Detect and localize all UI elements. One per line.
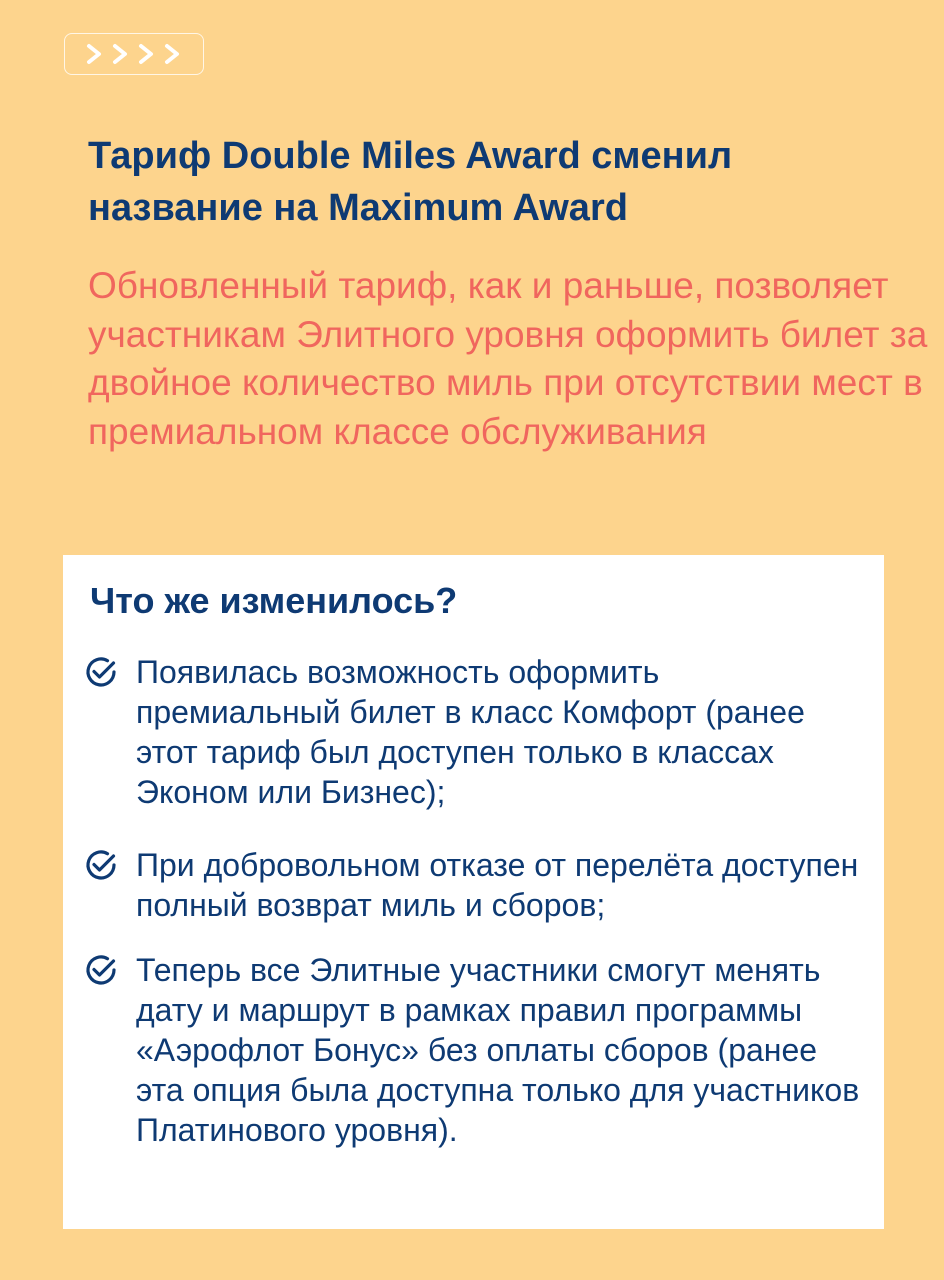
check-circle-icon bbox=[81, 845, 121, 885]
list-item-text: Появилась возможность оформить премиальный билет в класс Комфорт (ранее этот тариф был доступен только в классах Эконом или Бизнес); bbox=[136, 654, 805, 810]
chevron-right-icon bbox=[137, 43, 157, 65]
list-item bbox=[81, 950, 871, 1150]
check-circle-icon bbox=[81, 950, 121, 990]
lead-text: Обновленный тариф, как и раньше, позволяет участникам Элитного уровня оформить билет за двойное количество миль при отсутствии мест в премиальном классе обслуживания bbox=[88, 265, 928, 452]
chevron-right-icon bbox=[111, 43, 131, 65]
card-title: Что же изменилось? bbox=[90, 580, 458, 621]
changes-card bbox=[63, 555, 884, 1229]
list-item bbox=[81, 652, 871, 812]
list-item bbox=[81, 845, 871, 925]
page-title: Тариф Double Miles Award сменил название на Maximum Award bbox=[88, 135, 733, 229]
check-circle-icon bbox=[81, 652, 121, 692]
chevron-right-icon bbox=[85, 43, 105, 65]
chevrons-badge bbox=[64, 33, 204, 75]
list-item-text: При добровольном отказе от перелёта доступен полный возврат миль и сборов; bbox=[136, 847, 859, 923]
chevron-right-icon bbox=[163, 43, 183, 65]
list-item-text: Теперь все Элитные участники смогут менять дату и маршрут в рамках правил программы «Аэрофлот Бонус» без оплаты сборов (ранее эта опция была доступна только для участников Платинового уровня). bbox=[136, 952, 860, 1148]
